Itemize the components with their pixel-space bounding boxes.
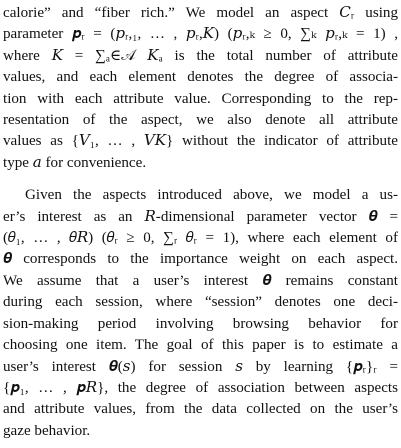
- text-line: sion-making period involving browsing behavior for: [3, 315, 398, 332]
- text-line: and attribute values, from the data collected on the user’s: [3, 401, 398, 418]
- text-line: (𝜃₁, … , 𝜃𝑅) (𝜃ᵣ ≥ 0, ∑ᵣ 𝜃ᵣ = 1), where each element of: [3, 230, 398, 247]
- text-line: calorie” and “fiber rich.” We model an aspect 𝐶ᵣ using: [3, 5, 398, 21]
- text-line: during each session, where “session” denotes one deci-: [3, 294, 398, 311]
- text-line: 𝜽 corresponds to the importance weight on each aspect.: [3, 251, 398, 268]
- text-line: gaze behavior.: [3, 422, 91, 439]
- text-line: er’s interest as an 𝑅-dimensional parameter vector 𝜽 =: [3, 208, 398, 225]
- text-line: Given the aspects introduced above, we model a us-: [25, 187, 398, 204]
- text-line: resentation of the aspect, we also denote all attribute: [3, 112, 398, 129]
- text-line: where 𝐾 = ∑ₐ∈𝒜 𝐾ₐ is the total number of attribute: [3, 47, 398, 64]
- paragraph-gap: [3, 174, 398, 185]
- text-line: We assume that a user’s interest 𝜽 remains constant: [3, 272, 398, 289]
- text-line: {𝒑₁, … , 𝒑𝑅}, the degree of association between aspects: [3, 379, 398, 396]
- text-line: user’s interest 𝜽(𝑠) for session 𝑠 by learning {𝒑ᵣ}ᵣ =: [3, 358, 398, 375]
- text-line: choosing one item. The goal of this paper is to estimate a: [3, 337, 398, 354]
- text-line: parameter 𝒑ᵣ = (𝑝ᵣ,₁, … , 𝑝ᵣ,𝐾) (𝑝ᵣ,ₖ ≥ 0, ∑ₖ 𝑝ᵣ,ₖ = 1) ,: [3, 26, 398, 43]
- text-line: values, and each element denotes the degree of associa-: [3, 69, 398, 86]
- text-line: values as {𝑉₁, … , 𝑉𝐾} without the indicator of attribute: [3, 133, 398, 150]
- text-line: tion with each attribute value. Corresponding to the rep-: [3, 90, 398, 107]
- text-line: type 𝑎 for convenience.: [3, 154, 147, 171]
- paragraph-user-interest: [3, 185, 398, 442]
- paragraph-aspect-model: [3, 3, 398, 174]
